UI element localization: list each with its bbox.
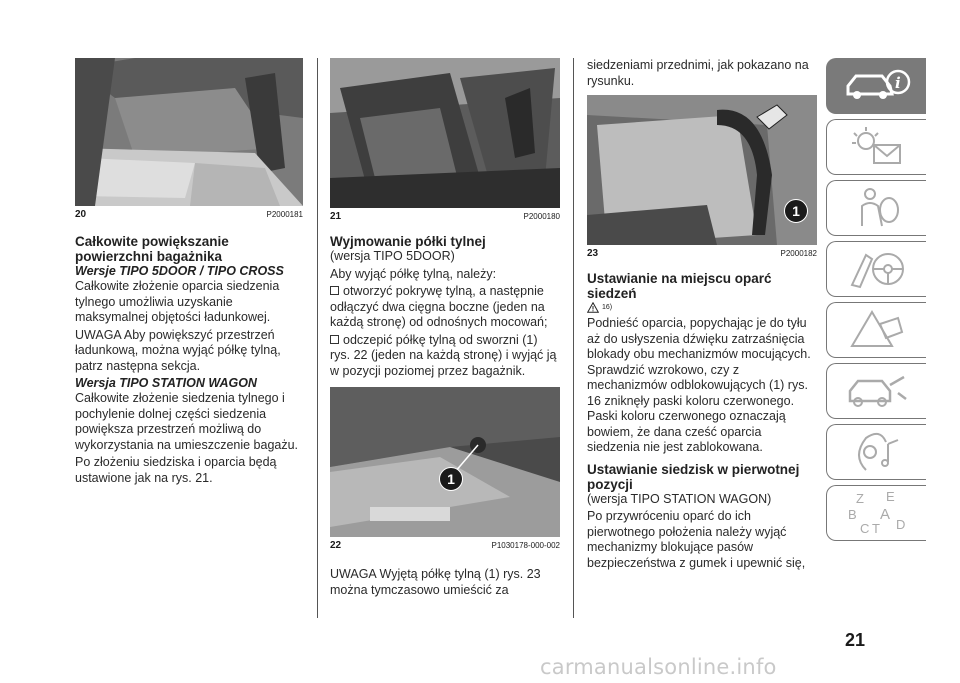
figure-number: 23 xyxy=(587,248,599,259)
note-paragraph: UWAGA Wyjętą półkę tylną (1) rys. 23 można tymczasowo umieścić za xyxy=(330,567,541,597)
tab-multimedia[interactable] xyxy=(826,424,926,480)
callout-marker-1: 1 xyxy=(784,199,808,223)
column-divider xyxy=(573,58,574,618)
starting-driving-icon xyxy=(842,247,912,291)
figure-code: P2000181 xyxy=(266,210,303,219)
page-number: 21 xyxy=(845,630,866,650)
figure-code: P2000182 xyxy=(780,249,817,258)
section-heading: Ustawianie siedzisk w pierwotnej pozycji xyxy=(587,461,800,492)
tab-emergency[interactable] xyxy=(826,302,926,358)
paragraph: Podnieść oparcia, popychając je do tyłu aż do usłyszenia dźwięku zatrzaśnięcia blokady obu mechanizmów mocujących. Sprawdzić wzrokowo, czy z mechanizmów odblokowujących (1) rys. 16 zniknęły paski koloru czerwonego. Paski koloru czerwonego oznaczają bowiem, że dana cześć oparcia siedzenia nie jest zablokowana. xyxy=(587,316,811,454)
svg-text:i: i xyxy=(894,74,901,92)
figure-20-photo xyxy=(75,58,303,206)
car-service-icon xyxy=(842,369,912,413)
warning-ref-number: 16) xyxy=(602,304,613,311)
index-letter-d: D xyxy=(895,517,905,532)
figure-21-photo xyxy=(330,58,560,208)
chapter-tabs xyxy=(826,58,926,546)
figure-22-caption xyxy=(330,540,560,551)
list-item-text: otworzyć pokrywę tylną, a następnie odłączyć dwa cięgna boczne (jeden na każdą stronę) od odnośnych mocowań; xyxy=(330,284,548,329)
figure-23-photo xyxy=(587,95,817,245)
column-1 xyxy=(75,58,303,488)
figure-code: P2000180 xyxy=(523,212,560,221)
list-item xyxy=(330,333,560,380)
index-letter-b: B xyxy=(847,507,857,522)
section-heading: Wyjmowanie półki tylnej xyxy=(330,234,486,249)
dashboard-lights-icon xyxy=(842,125,912,169)
index-letter-c: C xyxy=(859,521,869,536)
column-3 xyxy=(587,58,817,573)
watermark: carmanualsonline.info xyxy=(540,655,777,679)
paragraph: Całkowite złożenie oparcia siedzenia tylnego umożliwia uzyskanie maksymalnej objętości ładunkowej. xyxy=(75,279,280,324)
paragraph: Całkowite złożenie siedzenia tylnego i pochylenie dolnej części siedzenia powiększa przestrzeń możliwą do wykorzystania na umieszczenie bagażu. xyxy=(75,391,299,452)
tab-starting-driving[interactable] xyxy=(826,241,926,297)
version-note: (wersja TIPO STATION WAGON) xyxy=(587,491,772,506)
index-letter-e: E xyxy=(885,489,895,504)
index-letter-z: Z xyxy=(855,491,864,506)
section-heading: Całkowite powiększanie powierzchni bagażnika xyxy=(75,234,229,264)
multimedia-icon xyxy=(842,430,912,474)
checkbox-bullet-icon xyxy=(330,335,339,344)
checkbox-bullet-icon xyxy=(330,286,339,295)
paragraph: Po przywróceniu oparć do ich pierwotnego położenia należy wyjąć mechanizmy blokujące pasów bezpieczeństwa z gumek i upewnić się, xyxy=(587,509,806,570)
figure-23-caption xyxy=(587,248,817,259)
figure-22-photo xyxy=(330,387,560,537)
figure-code: P1030178-000-002 xyxy=(491,541,560,550)
section-heading: Ustawianie na miejscu oparć siedzeń xyxy=(587,271,772,301)
tab-safety[interactable] xyxy=(826,180,926,236)
figure-number: 20 xyxy=(75,209,87,220)
tab-knowing-your-car[interactable] xyxy=(826,58,926,114)
figure-number: 21 xyxy=(330,211,342,222)
tab-maintenance[interactable] xyxy=(826,363,926,419)
figure-21-caption xyxy=(330,211,560,222)
subheading-station-wagon: Wersja TIPO STATION WAGON xyxy=(75,376,257,390)
column-divider xyxy=(317,58,318,618)
paragraph: Po złożeniu siedziska i oparcia będą ustawione jak na rys. 21. xyxy=(75,455,277,485)
paragraph: Aby wyjąć półkę tylną, należy: xyxy=(330,266,497,281)
tab-instrument-panel[interactable] xyxy=(826,119,926,175)
list-item xyxy=(330,284,560,331)
callout-marker-1: 1 xyxy=(439,467,463,491)
figure-20-caption xyxy=(75,209,303,220)
column-2 xyxy=(330,58,560,600)
index-letter-a: A xyxy=(879,506,890,523)
version-note: (wersja TIPO 5DOOR) xyxy=(330,249,455,263)
figure-number: 22 xyxy=(330,540,342,551)
list-item-text: odczepić półkę tylną od sworzni (1) rys. 22 (jeden na każdą stronę) i wyjąć ją w pozycji poziomej przez bagażnik. xyxy=(330,332,557,378)
car-info-icon xyxy=(842,66,912,106)
note-paragraph: UWAGA Aby powiększyć przestrzeń ładunkową, można wyjąć półkę tylną, patrz następna sekcja. xyxy=(75,327,281,373)
tab-index[interactable] xyxy=(826,485,926,541)
warning-triangle-icon xyxy=(587,302,599,313)
index-letter-t: T xyxy=(871,521,880,536)
warning-reference xyxy=(587,302,817,313)
paragraph: siedzeniami przednimi, jak pokazano na rysunku. xyxy=(587,58,809,88)
subheading-5door-cross: Wersje TIPO 5DOOR / TIPO CROSS xyxy=(75,264,284,278)
index-abcd-icon xyxy=(842,489,912,537)
warning-triangle-icon xyxy=(842,308,912,352)
safety-airbag-icon xyxy=(842,186,912,230)
